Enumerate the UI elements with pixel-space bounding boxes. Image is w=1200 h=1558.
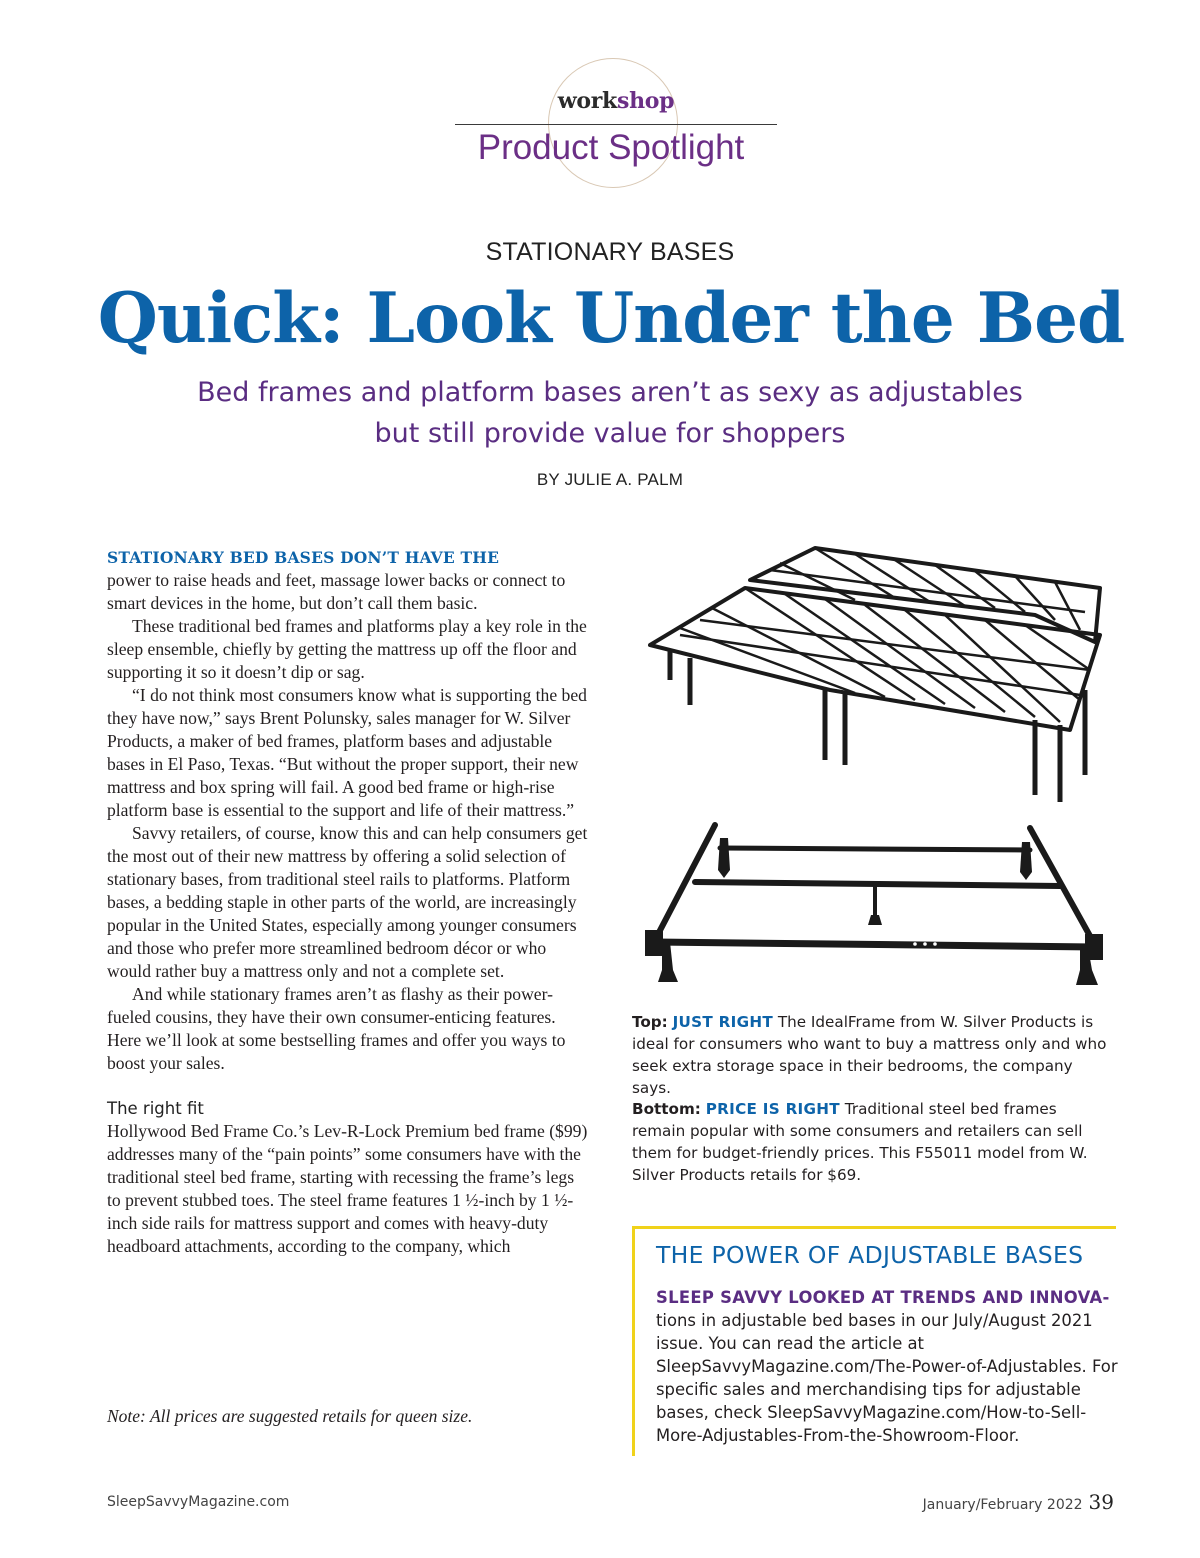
- page-number: 39: [1088, 1490, 1114, 1514]
- footer-issue-date: January/February 2022: [922, 1497, 1083, 1513]
- dek-line-2: but still provide value for shoppers: [374, 418, 846, 449]
- body-paragraph-1-text: power to raise heads and feet, massage lower backs or connect to smart devices in the home, but don’t call them basic.: [107, 570, 566, 613]
- lead-in: STATIONARY BED BASES DON’T HAVE THE: [107, 548, 500, 567]
- caption-bottom-text: Traditional steel bed frames remain popular with some consumers and retailers can sell them for budget-friendly prices. This F55011 model from W. Silver Products retails for $69.: [632, 1100, 1088, 1184]
- body-paragraph-4: Savvy retailers, of course, know this and can help consumers get the most out of their new mattress by offering a solid selection of stationary bases, from traditional steel rails to platforms. Platform bases, a bedding staple in other parts of the world, are increasingly popular in the United States, especially among younger consumers and those who prefer more streamlined bedroom décor or who would rather buy a mattress only and not a complete set.: [107, 823, 588, 981]
- price-note: Note: All prices are suggested retails for queen size.: [107, 1406, 473, 1426]
- caption-bottom-label: Bottom:: [632, 1100, 701, 1118]
- body-paragraph-5: And while stationary frames aren’t as flashy as their power-fueled cousins, they have their own consumer-enticing features. Here we’ll look at some bestselling frames and offer you ways to boost your sales.: [107, 984, 566, 1073]
- footer-site: SleepSavvyMagazine.com: [107, 1494, 290, 1510]
- section-label-shop: shop: [617, 88, 675, 114]
- body-paragraph-2: These traditional bed frames and platforms play a key role in the sleep ensemble, chiefly by getting the mattress up off the floor and supporting it so it doesn’t dip or sag.: [107, 616, 587, 682]
- article-body: [107, 546, 591, 1258]
- caption-top: [632, 1011, 1112, 1099]
- body-paragraph-1: [107, 546, 591, 615]
- steel-rail-bed-frame-photo: [640, 820, 1110, 995]
- caption-bottom-head: PRICE IS RIGHT: [705, 1100, 840, 1118]
- dek-line-1: Bed frames and platform bases aren’t as sexy as adjustables: [197, 377, 1023, 408]
- sidebar-lead: SLEEP SAVVY LOOKED AT TRENDS AND INNOVA-: [656, 1288, 1110, 1307]
- article-kicker: STATIONARY BASES: [485, 238, 735, 266]
- platform-bed-frame-photo: [640, 540, 1110, 805]
- sidebar-left-rule: [632, 1226, 635, 1456]
- body-paragraph-6: Hollywood Bed Frame Co.’s Lev-R-Lock Premium bed frame ($99) addresses many of the “pain points” some consumers have with the traditional steel bed frame, starting with recessing the frame’s legs to prevent stubbed toes. The steel frame features 1 ½-inch by 1 ½-inch side rails for mattress support and comes with heavy-duty headboard attachments, according to the company, which: [107, 1121, 588, 1256]
- caption-top-head: JUST RIGHT: [672, 1013, 774, 1031]
- article-headline: Quick: Look Under the Bed: [97, 278, 1125, 359]
- footer-issue: [0, 1490, 1114, 1514]
- caption-bottom: [632, 1098, 1112, 1186]
- sidebar-top-rule: [632, 1226, 1116, 1229]
- article-byline: BY JULIE A. PALM: [536, 470, 684, 489]
- body-subhead: The right fit: [107, 1099, 204, 1118]
- header-rule: [455, 124, 777, 125]
- article-dek: [150, 372, 1070, 454]
- sidebar-title: THE POWER OF ADJUSTABLE BASES: [656, 1241, 1084, 1269]
- sidebar-body: [656, 1286, 1118, 1447]
- series-title: Product Spotlight: [477, 128, 745, 167]
- section-label: [455, 88, 777, 114]
- sidebar-text: tions in adjustable bed bases in our July/August 2021 issue. You can read the article at SleepSavvyMagazine.com/The-Power-of-Adjustables. For specific sales and merchandising tips for adjustable bases, check SleepSavvyMagazine.com/How-to-Sell-More-Adjustables-From-the-Showroom-Floor.: [656, 1311, 1118, 1445]
- caption-top-text: The IdealFrame from W. Silver Products is ideal for consumers who want to buy a mattress only and who seek extra storage space in their bedrooms, the company says.: [632, 1013, 1107, 1097]
- caption-top-label: Top:: [632, 1013, 668, 1031]
- section-label-work: work: [557, 88, 617, 114]
- body-paragraph-3: “I do not think most consumers know what is supporting the bed they have now,” says Brent Polunsky, sales manager for W. Silver Products, a maker of bed frames, platform bases and adjustable bases in El Paso, Texas. “But without the proper support, their new mattress and box spring will fail. A good bed frame or high-rise platform base is essential to the support and life of their mattress.”: [107, 685, 587, 820]
